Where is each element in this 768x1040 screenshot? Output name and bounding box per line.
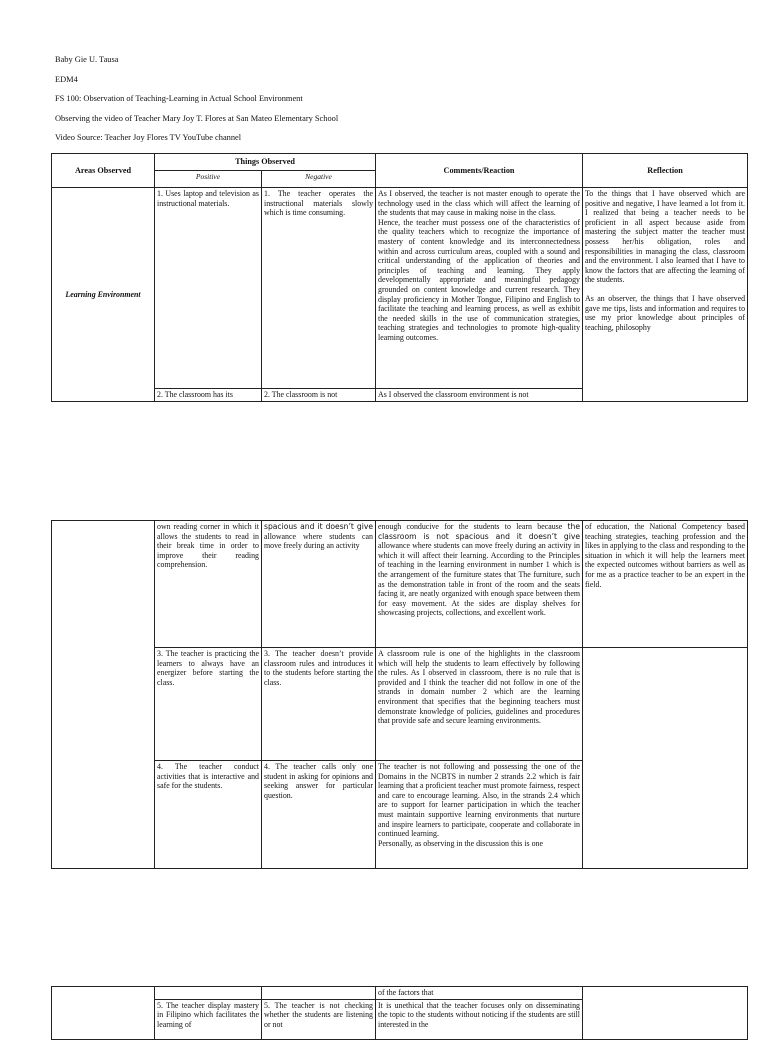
comment-2-text-b: allowance where students can move freely during an activity in which it will affect their learning. According to the Principles of teaching in the learning environment in number 1 which is the arrangement of the furniture states that The furniture, such as the demonstration table in front of the room and the seats facing it, are neatly organized with enough space between them for easy movement. At the sides are display shelves for showcasing projects, collections, and excellent work. <box>378 541 580 618</box>
comment-1-paragraph-b: Hence, the teacher must possess one of the characteristics of the quality teachers which to recognize the importance of mastery of content knowledge and its interconnectedness within and across curriculum areas, coupled with a sound and critical understanding of the application of theories and principles of teaching and learning. They apply developmentally appropriate and meaningful pedagogy grounded on content knowledge and current research. They display proficiency in Mother Tongue, Filipino and English to facilitate the teaching and learning process, as well as exhibit the needed skills in the use of communication strategies, teaching strategies and technologies to promote high-quality learning outcomes. <box>378 217 581 342</box>
positive-item-3: 3. The teacher is practicing the learners to always have an energizer before starting the class. <box>155 648 262 761</box>
header-comments: Comments/Reaction <box>376 154 583 188</box>
area-cell-continued <box>52 521 155 869</box>
reflection-continued: of education, the National Competency based teaching strategies, teaching profession and the likes in applying to the class and responding to the situation in which it will help the learners meet the expected outcomes without barriers as well as for me as a practice teacher to be an expert in the field. <box>583 521 748 648</box>
negative-item-2-text: allowance where students can move freely during an activity <box>264 531 373 551</box>
header-reflection: Reflection <box>583 154 748 188</box>
comment-item-2-start: As I observed the classroom environment is not <box>376 389 583 402</box>
observation-table-page-1 <box>51 153 748 402</box>
comment-2-highlight: the classroom is not spacious and it doesn’t give <box>378 522 580 541</box>
comment-1-paragraph-a: As I observed, the teacher is not master enough to operate the technology used in the class which will affect the learning of the students that may cause in making noise in the class. <box>378 189 581 218</box>
subheader-negative: Negative <box>262 171 376 188</box>
negative-item-5: 5. The teacher is not checking whether the students are listening or not <box>262 999 376 1039</box>
reflection-part-1 <box>583 188 748 402</box>
comment-item-4 <box>376 761 583 869</box>
negative-item-2-start: 2. The classroom is not <box>262 389 376 402</box>
subheader-positive: Positive <box>155 171 262 188</box>
negative-carry-empty <box>262 987 376 1000</box>
comment-2-text-a: enough conducive for the students to learn because <box>378 522 563 531</box>
negative-item-1: 1. The teacher operates the instructional materials slowly which is time consuming. <box>262 188 376 389</box>
reflection-page-3 <box>583 987 748 1040</box>
header-areas-observed: Areas Observed <box>52 154 155 188</box>
reflection-empty <box>583 648 748 869</box>
area-learning-environment: Learning Environment <box>52 188 155 402</box>
positive-item-5: 5. The teacher display mastery in Filipino which facilitates the learning of <box>155 999 262 1039</box>
negative-item-2-highlight: spacious and it doesn’t give <box>264 522 373 531</box>
subject-title: FS 100: Observation of Teaching-Learning in Actual School Environment <box>55 94 303 103</box>
positive-item-2-start: 2. The classroom has its <box>155 389 262 402</box>
positive-item-2: own reading corner in which it allows the students to read in their break time in order to improve their reading comprehension. <box>155 521 262 648</box>
reflection-paragraph-b: As an observer, the things that I have observed gave me tips, lists and information and requires to use my prior knowledge about principles of teaching, philosophy <box>585 293 746 332</box>
negative-item-4: 4. The teacher calls only one student in asking for opinions and seeking answer for particular question. <box>262 761 376 869</box>
positive-carry-empty <box>155 987 262 1000</box>
comment-4-paragraph-b: Personally, as observing in the discussion this is one <box>378 838 543 848</box>
observation-context: Observing the video of Teacher Mary Joy T. Flores at San Mateo Elementary School <box>55 114 339 123</box>
observation-table-page-3 <box>51 986 748 1040</box>
comment-item-1 <box>376 188 583 389</box>
negative-item-2 <box>262 521 376 648</box>
comment-item-3: A classroom rule is one of the highlights in the classroom which will help the students to learn effectively by following the rules. As I observed in classroom, there is no rule that is provided and I think the teacher did not follow in one of the strands in domain number 2 which are the learning environment that specifies that the beginning teachers must demonstrate knowledge of policies, guidelines and procedures that provide safe and secure learning environments. <box>376 648 583 761</box>
comment-item-5: It is unethical that the teacher focuses only on disseminating the topic to the students without noticing if the students are still interested in the <box>376 999 583 1039</box>
video-source: Video Source: Teacher Joy Flores TV YouTube channel <box>55 133 242 142</box>
positive-item-4: 4. The teacher conduct activities that is interactive and safe for the students. <box>155 761 262 869</box>
reflection-paragraph-a: To the things that I have observed which are positive and negative, I have learned a lot from it. I realized that being a teacher needs to be proficient in all aspect because aside from mastering the subject matter the teacher must possess her/his obligation, roles and responsibilities in managing the class, classroom and the environment. I also learned that I have to know the factors that are affecting the learning of the students. <box>585 189 746 285</box>
header-things-observed: Things Observed <box>155 154 376 171</box>
negative-item-3: 3. The teacher doesn’t provide classroom rules and introduces it to the students before starting the class. <box>262 648 376 761</box>
observation-table-page-2 <box>51 520 748 869</box>
area-cell-page-3 <box>52 987 155 1040</box>
comment-item-4-end: of the factors that <box>376 987 583 1000</box>
student-name: Baby Gie U. Tausa <box>55 55 119 64</box>
positive-item-1: 1. Uses laptop and television as instructional materials. <box>155 188 262 389</box>
comment-4-paragraph-a: The teacher is not following and possessing the one of the Domains in the NCBTS in number 2 strands 2.2 which is fair learning that a proficient teacher must promote fairness, respect and care to encourage learning. Also, in the strands 2.4 which are to support for learner participation in which the teacher must maintain supportive learning environments that nurture and inspire learners to participate, cooperate and collaborate in continued learning. <box>378 762 580 839</box>
course-code: EDM4 <box>55 75 78 84</box>
comment-item-2 <box>376 521 583 648</box>
